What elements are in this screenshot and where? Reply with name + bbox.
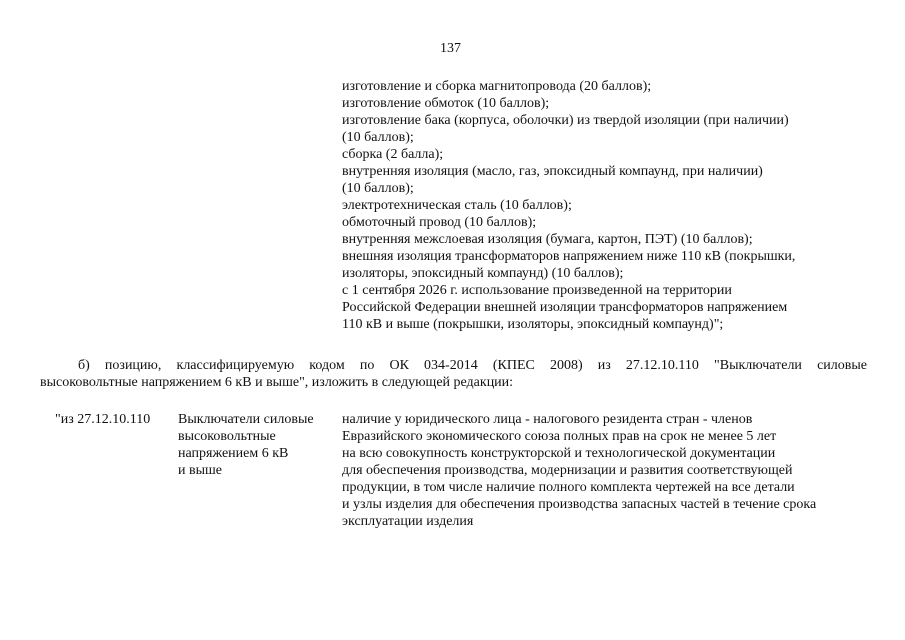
list-item: обмоточный провод (10 баллов); xyxy=(342,215,537,230)
entry-condition-line: продукции, в том числе наличие полного комплекта чертежей на все детали xyxy=(342,480,795,495)
paragraph-b xyxy=(40,357,867,391)
list-item: изготовление бака (корпуса, оболочки) из твердой изоляции (при наличии) xyxy=(342,113,789,128)
list-item: изоляторы, эпоксидный компаунд) (10 баллов); xyxy=(342,266,624,281)
list-item: электротехническая сталь (10 баллов); xyxy=(342,198,572,213)
entry-name-line: и выше xyxy=(178,463,223,478)
entry-condition-line: Евразийского экономического союза полных прав на срок не менее 5 лет xyxy=(342,429,777,444)
entry-condition-line: и узлы изделия для обеспечения производства запасных частей в течение срока xyxy=(342,497,817,512)
entry-name-line: напряжением 6 кВ xyxy=(178,446,289,461)
list-item: с 1 сентября 2026 г. использование произведенной на территории xyxy=(342,283,732,298)
entry-code: "из 27.12.10.110 xyxy=(55,412,151,427)
paragraph-b-line: высоковольтные напряжением 6 кВ и выше", изложить в следующей редакции: xyxy=(40,375,514,390)
list-item: изготовление и сборка магнитопровода (20 баллов); xyxy=(342,79,652,94)
list-item: (10 баллов); xyxy=(342,130,414,145)
page-number: 137 xyxy=(440,41,461,56)
entry-name xyxy=(178,411,338,479)
list-item: изготовление обмоток (10 баллов); xyxy=(342,96,550,111)
entry-name-line: высоковольтные xyxy=(178,429,276,444)
list-item: (10 баллов); xyxy=(342,181,414,196)
entry-name-line: Выключатели силовые xyxy=(178,412,314,427)
list-item: внешняя изоляция трансформаторов напряжением ниже 110 кВ (покрышки, xyxy=(342,249,796,264)
list-item: Российской Федерации внешней изоляции трансформаторов напряжением xyxy=(342,300,788,315)
entry-condition-line: эксплуатации изделия xyxy=(342,514,474,529)
list-item: 110 кВ и выше (покрышки, изоляторы, эпоксидный компаунд)"; xyxy=(342,317,724,332)
list-item: внутренняя изоляция (масло, газ, эпоксидный компаунд, при наличии) xyxy=(342,164,763,179)
entry-condition-line: на всю совокупность конструкторской и технологической документации xyxy=(342,446,776,461)
list-item: сборка (2 балла); xyxy=(342,147,444,162)
entry-condition-line: для обеспечения производства, модернизации и развития соответствующей xyxy=(342,463,793,478)
entry-condition-line: наличие у юридического лица - налогового резидента стран - членов xyxy=(342,412,753,427)
requirements-list xyxy=(342,78,862,333)
paragraph-b-line: б) позицию, классифицируемую кодом по ОК 034-2014 (КПЕС 2008) из 27.12.10.110 "Выключатели силовые xyxy=(78,358,867,373)
entry-condition xyxy=(342,411,872,530)
list-item: внутренняя межслоевая изоляция (бумага, картон, ПЭТ) (10 баллов); xyxy=(342,232,753,247)
